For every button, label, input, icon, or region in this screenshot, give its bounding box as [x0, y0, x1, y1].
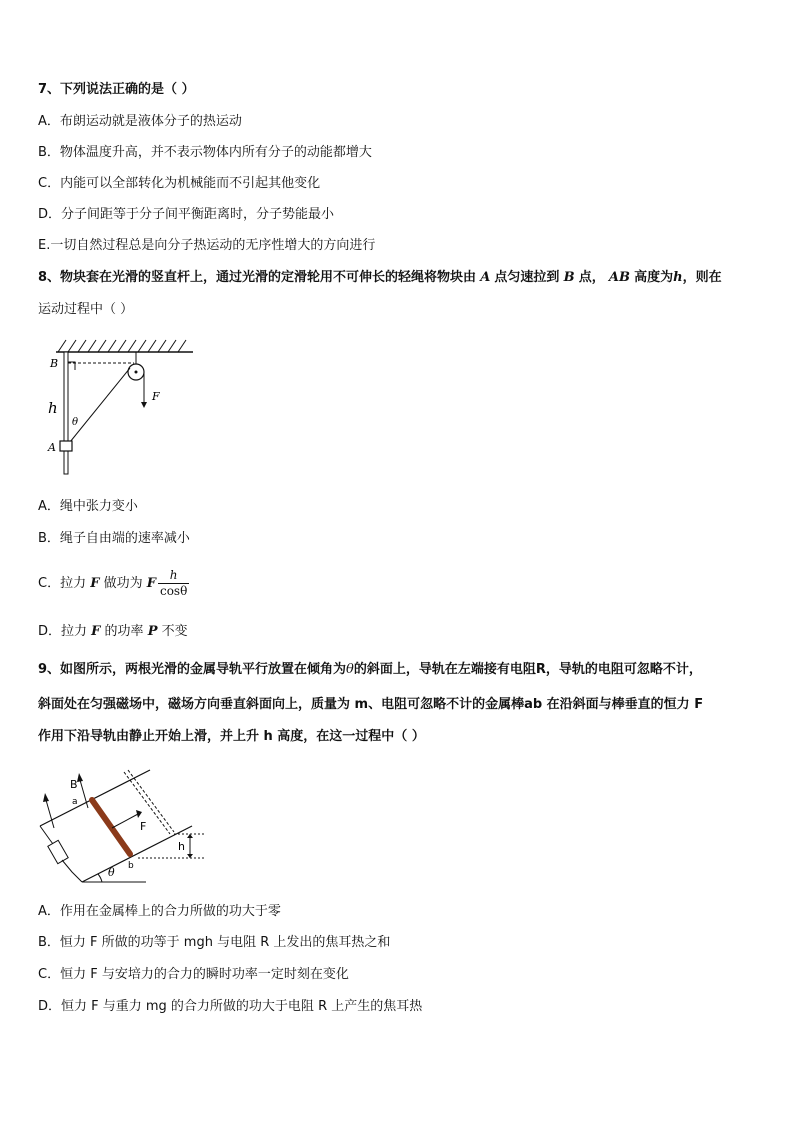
fig9-label-h: h: [178, 840, 185, 853]
fig8-label-f: F: [152, 390, 160, 403]
q7-option-a: A．布朗运动就是液体分子的热运动: [38, 114, 242, 129]
q9-option-c: C．恒力 F 与安培力的合力的瞬时功率一定时刻在变化: [38, 967, 349, 982]
q7-option-c: C．内能可以全部转化为机械能而不引起其他变化: [38, 176, 321, 191]
q7-option-d: D．分子间距等于分子间平衡距离时，分子势能最小: [38, 207, 335, 222]
fig8-label-b: B: [50, 357, 59, 370]
incline-rails-figure: [38, 762, 218, 886]
fig8-label-theta: θ: [72, 417, 79, 428]
q8-option-b: B．绳子自由端的速率减小: [38, 531, 190, 546]
fig9-label-theta: θ: [108, 866, 115, 879]
question-7-stem: 7、下列说法正确的是（ ）: [38, 82, 195, 97]
fig8-label-a: A: [48, 441, 56, 454]
q8-option-a: A．绳中张力变小: [38, 499, 138, 514]
q9-option-d: D．恒力 F 与重力 mg 的合力所做的功大于电阻 R 上产生的焦耳热: [38, 999, 423, 1014]
q9-option-a: A．作用在金属棒上的合力所做的功大于零: [38, 904, 281, 919]
question-8-stem: 8、物块套在光滑的竖直杆上，通过光滑的定滑轮用不可伸长的轻绳将物块由 A 点匀速拉到 B 点， AB 高度为h，则在: [38, 270, 722, 285]
q8-option-c: C．拉力 F 做功为 F $\frac{h}{\cos\theta}$: [38, 568, 188, 598]
question-9-stem: 9、如图所示，两根光滑的金属导轨平行放置在倾角为θ的斜面上，导轨在左端接有电阻R，导轨的电阻可忽略不计，: [38, 662, 702, 677]
q7-option-e: E.一切自然过程总是向分子热运动的无序性增大的方向进行: [38, 238, 376, 253]
question-8-stem-line2: 运动过程中（ ）: [38, 302, 134, 317]
question-9-stem-line2: 斜面处在匀强磁场中，磁场方向垂直斜面向上，质量为 m、电阻可忽略不计的金属棒ab 在沿斜面与棒垂直的恒力 F: [38, 697, 704, 712]
q7-option-b: B．物体温度升高，并不表示物体内所有分子的动能都增大: [38, 145, 372, 160]
fig9-label-b-field: B: [70, 778, 78, 791]
fig9-label-f: F: [140, 820, 147, 833]
q8-option-d: D．拉力 F 的功率 P 不变: [38, 624, 188, 639]
fig8-label-h: h: [48, 399, 58, 417]
fig9-label-b: b: [128, 861, 134, 871]
question-9-stem-line3: 作用下沿导轨由静止开始上滑，并上升 h 高度，在这一过程中（ ）: [38, 729, 425, 744]
q9-option-b: B．恒力 F 所做的功等于 mgh 与电阻 R 上发出的焦耳热之和: [38, 935, 391, 950]
fig9-label-a: a: [72, 797, 78, 807]
pulley-rod-figure: [38, 336, 198, 476]
